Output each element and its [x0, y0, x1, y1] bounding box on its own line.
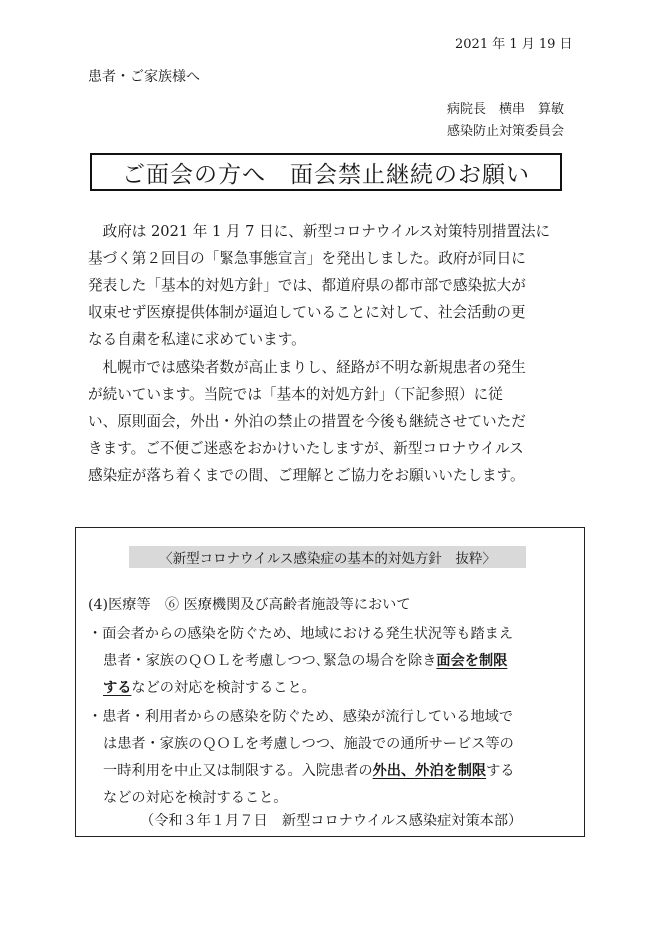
excerpt-text: 患者・家族のＱＯＬを考慮しつつ､緊急の場合を除き	[103, 653, 437, 669]
sender-committee: 感染防止対策委員会	[447, 124, 565, 139]
excerpt-bullet-2-line-3	[103, 760, 514, 780]
body-line: 発表した「基本的対処方針」では、都道府県の都市部で感染拡大が	[88, 277, 526, 294]
excerpt-section: (4)医療等 ⑥ 医療機関及び高齢者施設等において	[88, 597, 411, 613]
excerpt-text: などの対応を検討すること。	[131, 680, 316, 696]
excerpt-bullet-1-line-1: ・面会者からの感染を防ぐため、地域における発生状況等も踏まえ	[88, 626, 514, 642]
excerpt-source: （令和３年１月７日 新型コロナウイルス感染症対策本部）	[140, 813, 523, 829]
body-line: 収束せず医療提供体制が逼迫していることに対して、社会活動の更	[88, 304, 526, 321]
excerpt-bullet-1-line-3	[103, 677, 316, 697]
recipient: 患者・ご家族様へ	[88, 69, 200, 85]
excerpt-heading	[129, 546, 526, 568]
excerpt-bullet-2-line-2: は患者・家族のＱＯＬを考慮しつつ、施設での通所サービス等の	[103, 736, 514, 752]
excerpt-text: 一時利用を中止又は制限する。入院患者の	[103, 763, 373, 779]
body-line: 札幌市では感染者数が高止まりし、経路が不明な新規患者の発生	[88, 359, 526, 376]
body-line: が続いています。当院では「基本的対処方針」（下記参照）に従	[88, 386, 503, 403]
underlined-restriction: 面会を制限	[436, 653, 508, 669]
underlined-restriction: する	[103, 680, 132, 696]
body-line: 感染症が落ち着くまでの間、ご理解とご協力をお願いいたします。	[88, 467, 525, 484]
excerpt-bullet-2-line-4: などの対応を検討すること。	[103, 790, 288, 806]
document-date: 2021 年 1 月 19 日	[455, 37, 573, 52]
body-line: きます。ご不便ご迷惑をおかけいたしますが、新型コロナウイルス	[88, 440, 524, 457]
excerpt-text: する	[486, 763, 515, 779]
notice-title: ご面会の方へ 面会禁止継続のお願い	[122, 161, 530, 188]
underlined-restriction: 外出、外泊を制限	[372, 763, 487, 779]
body-line: なる自粛を私達に求めています。	[88, 331, 306, 348]
body-line: 基づく第２回目の「緊急事態宣言」を発出しました。政府が同日に	[88, 250, 526, 267]
excerpt-heading-text: 〈新型コロナウイルス感染症の基本的対処方針 抜粋〉	[159, 551, 496, 567]
notice-title-box	[90, 153, 562, 191]
sender-director: 病院長 横串 算敏	[447, 102, 565, 117]
excerpt-bullet-2-line-1: ・患者・利用者からの感染を防ぐため、感染が流行している地域で	[88, 709, 514, 725]
excerpt-bullet-1-line-2	[103, 650, 507, 670]
body-line: 政府は 2021 年 1 月 7 日に、新型コロナウイルス対策特別措置法に	[88, 223, 551, 240]
body-line: い、原則面会，外出・外泊の禁止の措置を今後も継続させていただ	[88, 413, 526, 430]
